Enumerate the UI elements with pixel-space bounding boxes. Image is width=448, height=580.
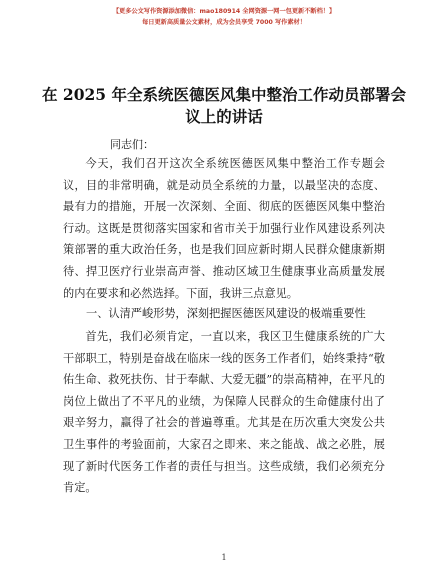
promo-line-1: 【更多公文写作资源添加微信：mao180914 全网资源一网一包更新不断档！】 bbox=[112, 8, 336, 15]
document-title: 在 2025 年全系统医德医风集中整治工作动员部署会议上的讲话 bbox=[42, 85, 406, 126]
body-paragraph-1: 今天，我们召开这次全系统医德医风集中整治工作专题会议，目的非常明确，就是动员全系统的力量，以最坚决的态度、最有力的措施，开展一次深刻、全面、彻底的医德医风集中整治行动。这既是贯彻落实国家和省市关于加强行业作风建设系列决策部署的重大政治任务，也是我们回应新时期人民群众健康新期待、捍卫医疗行业崇高声誉、推动区域卫生健康事业高质量发展的内在要求和必然选择。下面，我讲三点意见。 bbox=[63, 157, 385, 300]
salutation: 同志们： bbox=[110, 138, 154, 151]
page-number: 1 bbox=[221, 553, 227, 562]
promo-banner bbox=[0, 6, 448, 28]
body-paragraph-2: 首先，我们必须肯定，一直以来，我区卫生健康系统的广大干部职工，特别是奋战在临床一线的医务工作者们，始终秉持“敬佑生命、救死扶伤、甘于奉献、大爱无疆”的崇高精神，在平凡的岗位上做出了不平凡的业绩，为保障人民群众的生命健康付出了艰辛努力，赢得了社会的普遍尊重。尤其是在历次重大突发公共卫生事件的考验面前，大家召之即来、来之能战、战之必胜，展现了新时代医务工作者的责任与担当。这些成绩，我们必须充分肯定。 bbox=[63, 330, 385, 495]
section-heading-1: 一、认清严峻形势，深刻把握医德医风建设的极端重要性 bbox=[86, 307, 366, 320]
promo-line-2: 每日更新高质量公文素材，成为会员享受 7000 写作素材！ bbox=[142, 19, 306, 26]
